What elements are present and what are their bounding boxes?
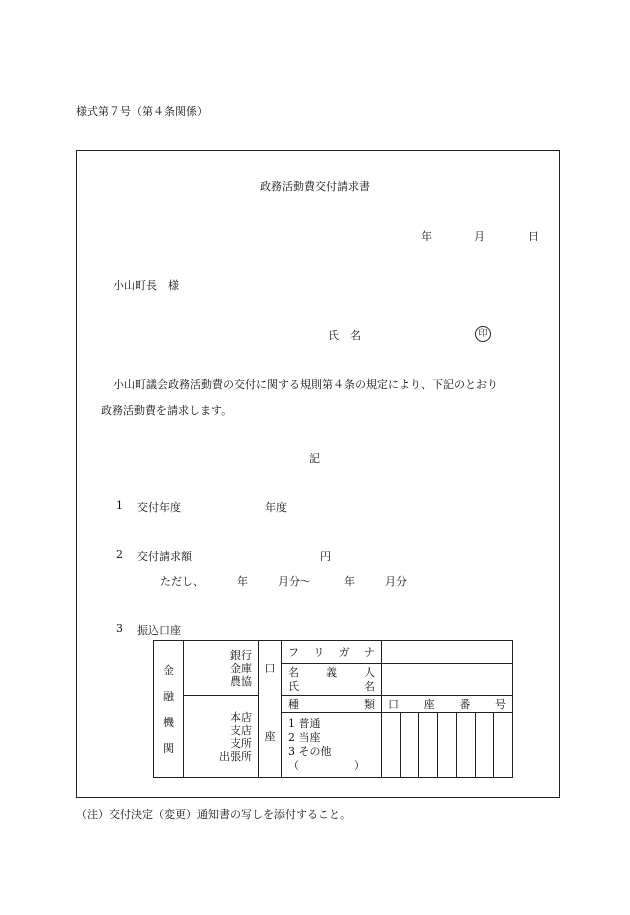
account-number-digit-box[interactable] xyxy=(400,713,419,777)
proviso-month-2: 月分 xyxy=(385,575,407,588)
body-text-line-1: 小山町議会政務活動費の交付に関する規則第４条の規定により、下記のとおり xyxy=(113,378,498,391)
proviso-label: ただし、 xyxy=(160,575,204,588)
za-cell xyxy=(259,696,282,778)
item-3-label: 振込口座 xyxy=(137,624,181,637)
branch-type: 支店 xyxy=(230,723,252,737)
applicant-label-mei: 名 xyxy=(350,329,361,342)
item-1-label: 交付年度 xyxy=(137,501,181,514)
shurui-char: 類 xyxy=(364,698,375,711)
footnote: （注）交付決定（変更）通知書の写しを添付すること。 xyxy=(76,808,351,821)
body-text-line-2: 政務活動費を請求します。 xyxy=(101,404,233,417)
account-number-char: 番 xyxy=(459,698,471,711)
account-number-char: 口 xyxy=(388,698,399,711)
item-1-number: 1 xyxy=(116,499,123,512)
account-number-label-cell xyxy=(382,696,513,713)
furigana-value-cell[interactable] xyxy=(382,641,513,664)
branch-type-cell xyxy=(184,696,259,778)
furigana-label-cell xyxy=(282,641,382,664)
bank-type: 農協 xyxy=(230,674,252,688)
furigana-char: フ xyxy=(288,646,299,659)
institution-label-cell xyxy=(154,641,184,778)
account-type-other-field[interactable]: （ ） xyxy=(288,759,365,772)
account-number-digit-box[interactable] xyxy=(437,713,456,777)
document-title: 政務活動費交付請求書 xyxy=(260,180,370,193)
account-number-digit-box[interactable] xyxy=(418,713,437,777)
furigana-char: ナ xyxy=(363,646,375,659)
account-number-digits-cell xyxy=(382,713,513,778)
date-year: 年 xyxy=(421,230,432,243)
furigana-char: ガ xyxy=(338,646,350,659)
bank-account-table xyxy=(153,640,513,778)
shimei-char: 氏 xyxy=(288,679,299,693)
institution-char: 金 xyxy=(163,664,174,677)
shimei-char: 名 xyxy=(364,679,375,693)
account-number-digit-box[interactable] xyxy=(456,713,475,777)
meigi-char: 名 xyxy=(288,665,299,679)
item-2-label: 交付請求額 xyxy=(137,550,192,563)
account-type-options-cell xyxy=(282,713,382,778)
account-type-option[interactable]: 1 普通 xyxy=(288,717,321,730)
proviso-year-2: 年 xyxy=(344,575,355,588)
furigana-char: リ xyxy=(313,646,325,659)
account-number-digit-box[interactable] xyxy=(493,713,512,777)
za-label: 座 xyxy=(264,730,276,744)
date-month: 月 xyxy=(474,230,485,243)
account-number-char: 座 xyxy=(423,698,435,711)
account-holder-value-cell[interactable] xyxy=(382,664,513,696)
item-2-number: 2 xyxy=(116,548,123,561)
seal-mark: 印 xyxy=(475,326,491,342)
branch-type: 本店 xyxy=(230,710,252,724)
institution-char: 機 xyxy=(163,716,174,729)
account-type-option[interactable]: 2 当座 xyxy=(288,731,321,744)
account-type-label-cell xyxy=(282,696,382,713)
proviso-month-1: 月分～ xyxy=(278,575,311,588)
proviso-year-1: 年 xyxy=(237,575,248,588)
account-number-digit-box[interactable] xyxy=(475,713,494,777)
branch-type: 支所 xyxy=(230,736,252,750)
bank-type: 銀行 xyxy=(230,648,252,662)
account-type-option[interactable]: 3 その他 xyxy=(288,745,332,758)
institution-char: 融 xyxy=(163,690,174,703)
item-1-unit: 年度 xyxy=(265,501,287,514)
item-2-unit: 円 xyxy=(320,550,331,563)
date-day: 日 xyxy=(528,230,539,243)
account-number-digit-box[interactable] xyxy=(382,713,400,777)
addressee: 小山町長 様 xyxy=(113,279,179,292)
institution-char: 関 xyxy=(163,742,174,755)
applicant-label-shi: 氏 xyxy=(328,329,339,342)
account-number-char: 号 xyxy=(494,698,506,711)
meigi-char: 人 xyxy=(364,665,375,679)
item-3-number: 3 xyxy=(116,622,123,635)
bank-type: 金庫 xyxy=(230,661,252,675)
kou-cell xyxy=(259,641,282,696)
kou-label: 口 xyxy=(264,662,276,676)
meigi-char: 義 xyxy=(326,665,337,679)
bank-type-cell xyxy=(184,641,259,696)
account-holder-label-cell xyxy=(282,664,382,696)
form-number: 様式第７号（第４条関係） xyxy=(76,105,208,118)
ki-heading: 記 xyxy=(309,452,320,465)
branch-type: 出張所 xyxy=(219,749,252,763)
shurui-char: 種 xyxy=(288,698,299,711)
